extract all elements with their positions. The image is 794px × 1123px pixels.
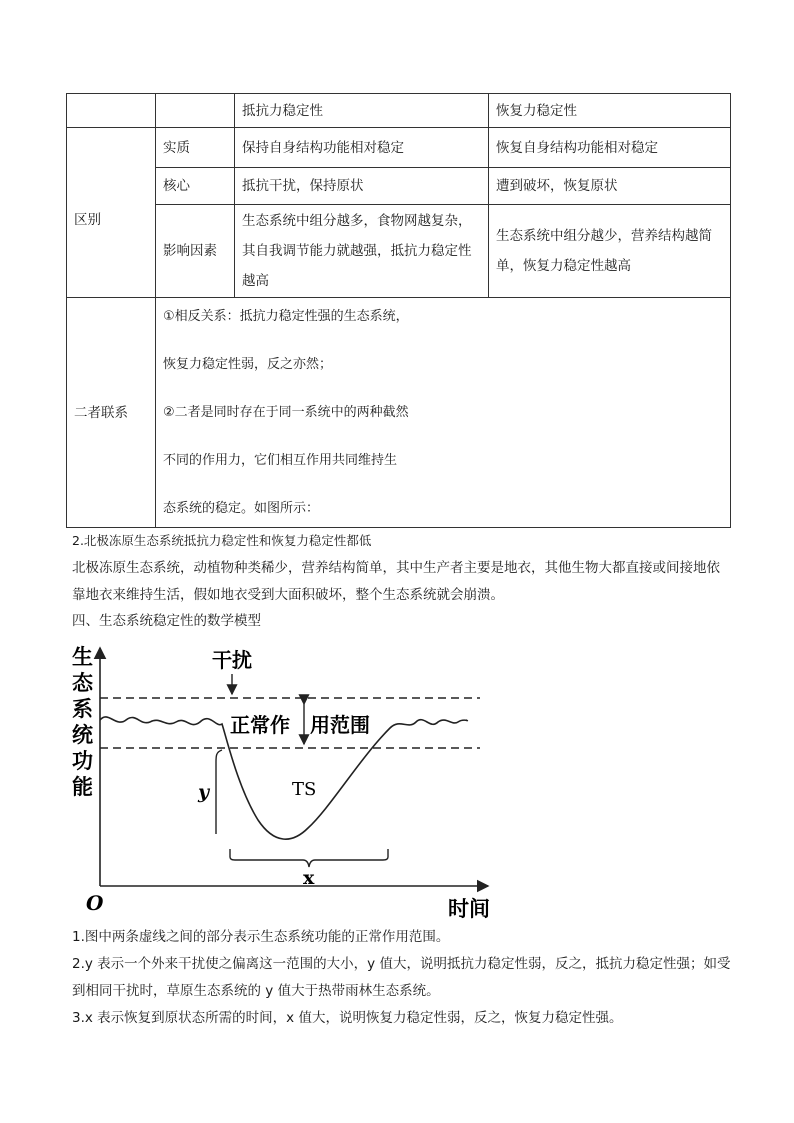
x-brace: [230, 849, 388, 867]
row-label: 影响因素: [156, 205, 235, 298]
range-label-left: 正常作: [230, 713, 290, 737]
relation-line: ②二者是同时存在于同一系统中的两种截然: [163, 404, 409, 420]
range-label-right: 用范围: [310, 713, 370, 737]
table-row: [67, 205, 731, 298]
comparison-table: [66, 93, 731, 528]
cell-line: 越高: [242, 273, 269, 289]
arctic-body: 北极冻原生态系统，动植物种类稀少，营养结构简单，其中生产者主要是地衣，其他生物大都直接或间接地依靠地衣来维持生活，假如地衣受到大面积破坏，整个生态系统就会崩溃。: [72, 560, 720, 603]
stability-model-diagram: [60, 638, 500, 928]
recovery-cell: 恢复自身结构功能相对稳定: [489, 128, 731, 168]
diff-label: 区别: [67, 128, 156, 298]
row-label: 实质: [156, 128, 235, 168]
recovery-cell: [489, 205, 731, 298]
header-cell-blank: [67, 94, 156, 128]
table-row: [67, 298, 731, 528]
recovery-cell: 遭到破坏，恢复原状: [489, 168, 731, 205]
resistance-cell: 抵抗干扰，保持原状: [235, 168, 489, 205]
y-axis-char: 能: [72, 774, 93, 799]
y-axis-char: 统: [72, 722, 93, 747]
header-cell-blank-2: [156, 94, 235, 128]
cell-line: 生态系统中组分越多，食物网越复杂，: [242, 213, 472, 229]
resistance-cell: [235, 205, 489, 298]
relation-line: 态系统的稳定。如图所示：: [163, 500, 320, 516]
cell-line: 单，恢复力稳定性越高: [496, 258, 631, 274]
table-row: [67, 168, 731, 205]
cell-line: 生态系统中组分越少，营养结构越简: [496, 228, 712, 244]
relation-line: 恢复力稳定性弱，反之亦然；: [163, 356, 333, 372]
note-1: 1.图中两条虚线之间的部分表示生态系统功能的正常作用范围。: [72, 929, 450, 945]
relation-cell: [156, 298, 731, 528]
row-label: 核心: [156, 168, 235, 205]
x-axis-label: 时间: [448, 896, 490, 921]
disturb-label: 干扰: [212, 648, 252, 672]
section-title: 四、生态系统稳定性的数学模型: [72, 613, 261, 629]
table-row: [67, 128, 731, 168]
relation-line: 不同的作用力，它们相互作用共同维持生: [163, 452, 398, 468]
relation-line: ①相反关系：抵抗力稳定性强的生态系统，: [163, 308, 409, 324]
table-header-row: [67, 94, 731, 128]
cell-line: 其自我调节能力就越强，抵抗力稳定性: [242, 243, 472, 259]
ts-label: TS: [292, 779, 317, 800]
y-axis-char: 功: [72, 748, 93, 773]
note-3: 3.x 表示恢复到原状态所需的时间，x 值大，说明恢复力稳定性弱，反之，恢复力稳定性强。: [72, 1010, 623, 1026]
y-axis-char: 生: [72, 644, 93, 669]
y-label: y: [198, 781, 210, 803]
y-axis-char: 态: [72, 670, 93, 695]
header-recovery: 恢复力稳定性: [489, 94, 731, 128]
arctic-title: 2.北极冻原生态系统抵抗力稳定性和恢复力稳定性都低: [72, 533, 372, 548]
header-resistance: 抵抗力稳定性: [235, 94, 489, 128]
note-2: 2.y 表示一个外来干扰使之偏离这一范围的大小，y 值大，说明抵抗力稳定性弱，反之，抵抗力稳定性强；如受到相同干扰时，草原生态系统的 y 值大于热带雨林生态系统。: [72, 956, 731, 999]
y-bracket: [216, 750, 222, 834]
x-label: x: [303, 867, 315, 889]
resistance-cell: 保持自身结构功能相对稳定: [235, 128, 489, 168]
origin-label: O: [86, 891, 104, 915]
relation-label: 二者联系: [67, 298, 156, 528]
y-axis-char: 系: [72, 696, 93, 721]
